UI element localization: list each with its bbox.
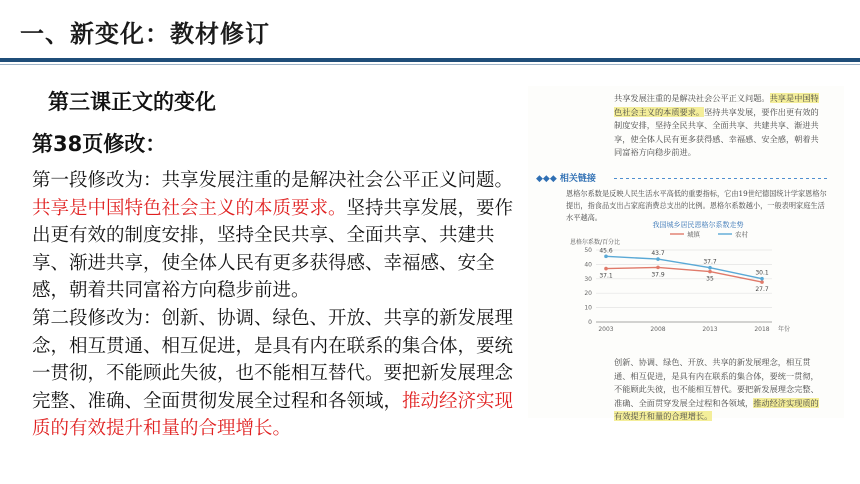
y-tick-label: 40 <box>584 261 592 269</box>
x-tick-label: 2013 <box>702 326 718 333</box>
chart-plot-area <box>584 247 790 333</box>
x-axis-label: 年份 <box>778 326 791 333</box>
data-point <box>760 280 764 284</box>
paragraph-2-highlight: 推动经济实现质的有效提升和量的合理增长。 <box>32 390 514 440</box>
paragraph-2 <box>32 305 518 443</box>
title-underline <box>0 58 860 62</box>
x-tick-label: 2008 <box>650 326 666 333</box>
series-line-0 <box>606 267 762 282</box>
revision-text <box>32 167 518 443</box>
paragraph-1-highlight: 共享是中国特色社会主义的本质要求。 <box>32 197 347 219</box>
textbook-bottom-before: 创新、协调、绿色、开放、共享的新发展理念，相互贯通、相互促进，是具有内在联系的集合体，要统一贯彻，不能顾此失彼，也不能相互替代。要把新发展理念完整、准确、全面贯穿发展全过程和各领域， <box>614 357 819 408</box>
data-label: 37.1 <box>599 272 613 280</box>
y-tick-label: 20 <box>584 290 592 298</box>
data-label: 37.9 <box>651 271 665 279</box>
related-link-heading: ◆◆◆ 相关链接 <box>536 174 596 184</box>
y-tick-label: 10 <box>584 304 592 312</box>
data-label: 35 <box>706 275 714 283</box>
data-label: 30.1 <box>755 269 769 277</box>
title-underline-thin <box>0 64 860 65</box>
textbook-top-after: 坚持共享发展，要作出更有效的制度安排，坚持全民共享、全面共享、共建共享、渐进共享，使全体人民有更多获得感、幸福感、安全感，朝着共同富裕方向稳步前进。 <box>614 106 819 158</box>
paragraph-1 <box>32 167 518 305</box>
page-reference: 第38页修改： <box>32 132 167 156</box>
data-label: 37.7 <box>703 258 717 266</box>
data-point <box>760 277 764 281</box>
engel-coefficient-chart <box>568 218 830 338</box>
textbook-excerpt <box>528 86 844 422</box>
data-point <box>656 266 660 270</box>
data-label: 43.7 <box>651 250 665 258</box>
textbook-top-text <box>614 92 826 160</box>
related-link-title: 相关链接 <box>559 174 596 184</box>
data-point <box>604 267 608 271</box>
data-point <box>708 266 712 270</box>
related-link-text: 恩格尔系数是反映人民生活水平高低的重要指标，它由19世纪德国统计学家恩格尔提出，指食品支出占家庭消费总支出的比例。恩格尔系数越小，一般表明家庭生活水平越高。 <box>566 189 827 222</box>
paragraph-1-text: 第一段修改为：共享发展注重的是解决社会公平正义问题。 <box>32 170 514 191</box>
x-tick-label: 2018 <box>754 326 770 333</box>
textbook-bottom-highlight: 推动经济实现质的有效提升和量的合理增长。 <box>614 397 819 422</box>
x-tick-label: 2003 <box>598 326 614 333</box>
data-label: 45.6 <box>599 247 613 255</box>
page-title: 一、新变化：教材修订 <box>20 20 270 48</box>
textbook-top-highlight: 共享是中国特色社会主义的本质要求。 <box>614 93 819 117</box>
legend-label-urban: 城镇 <box>687 230 700 239</box>
data-label: 27.7 <box>755 286 769 294</box>
paragraph-1-rest: 坚持共享发展，要作出更有效的制度安排，坚持全民共享、全面共享、共建共享、渐进共享，使全体人民有更多获得感、幸福感、安全感，朝着共同富裕方向稳步前进。 <box>32 197 514 302</box>
paragraph-2-text: 第二段修改为：创新、协调、绿色、开放、共享的新发展理念，相互贯通、相互促进，是具有内在联系的集合体，要统一贯彻，不能顾此失彼，也不能相互替代。要把新发展理念完整、准确、全面贯彻发展全过程和各领域， <box>32 307 514 412</box>
data-point <box>708 270 712 274</box>
data-point <box>604 255 608 259</box>
textbook-top-before: 共享发展注重的是解决社会公平正义问题。 <box>614 93 770 103</box>
data-point <box>656 257 660 261</box>
y-tick-label: 0 <box>588 319 592 326</box>
y-tick-label: 30 <box>584 275 592 283</box>
chart-y-label: 恩格尔系数/百分比 <box>570 239 621 246</box>
y-tick-label: 50 <box>584 247 592 254</box>
legend-label-rural: 农村 <box>735 230 748 239</box>
textbook-bottom-text <box>614 356 826 424</box>
chart-title: 我国城乡居民恩格尔系数走势 <box>652 221 744 229</box>
related-link-divider <box>614 178 830 179</box>
lesson-title: 第三课正文的变化 <box>48 90 216 114</box>
